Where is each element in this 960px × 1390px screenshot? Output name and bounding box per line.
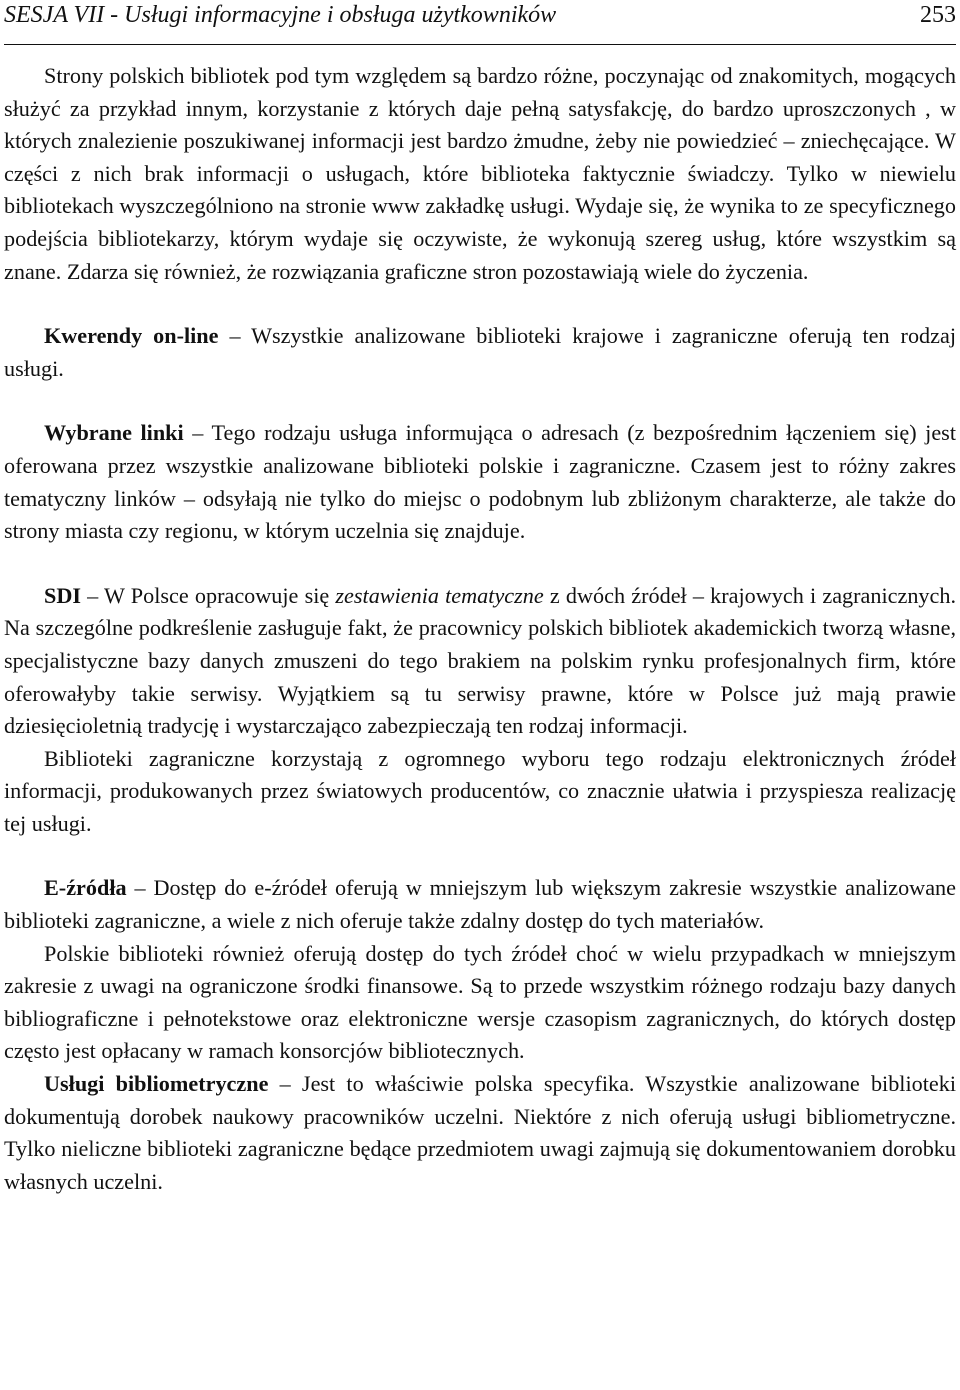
- text-linki: – Tego rodzaju usługa informująca o adresach (z bezpośrednim łączeniem się) jest oferowana przez wszystkie analizowane biblioteki polskie i zagraniczne. Czasem jest to różny zakres tematyczny linków – odsyłają nie tylko do miejsc o podobnym lub zbliżonym charakterze, ale także do strony miasta czy regionu, w którym uczelnia się znajduje.: [4, 420, 956, 544]
- document-body: [2, 60, 958, 1198]
- text-sdi-emphasis: zestawienia tematyczne: [335, 582, 544, 608]
- paragraph-gap: [4, 840, 956, 872]
- term-ezrodla: E-źródła: [44, 875, 127, 901]
- page-number: 253: [920, 2, 956, 28]
- text-kwerendy: – Wszystkie analizowane biblioteki krajowe i zagraniczne oferują ten rodzaj usługi.: [4, 323, 956, 381]
- paragraph-gap: [4, 385, 956, 417]
- term-linki: Wybrane linki: [44, 420, 184, 446]
- term-bibliometryczne: Usługi bibliometryczne: [44, 1071, 269, 1097]
- text-sdi-b: z dwóch źródeł – krajowych i zagranicznych. Na szczególne podkreślenie zasługuje fakt, że pracownicy polskich bibliotek akademickich tworzą własne, specjalistyczne bazy danych zmuszeni do tego brakiem na polskim rynku profesjonalnych firm, które oferowałyby takie serwisy. Wyjątkiem są tu serwisy prawne, które w Polsce już mają prawie dziesięcioletnią tradycję i wystarczająco zabezpieczają ten rodzaj informacji.: [4, 582, 957, 739]
- text-ezrodla: – Dostęp do e-źródeł oferują w mniejszym lub większym zakresie wszystkie analizowane biblioteki zagraniczne, a wiele z nich oferuje także zdalny dostęp do tych materiałów.: [4, 875, 956, 934]
- text-sdi-a: – W Polsce opracowuje się: [81, 582, 336, 608]
- paragraph-gap: [4, 288, 956, 320]
- paragraph-polskie-biblioteki: Polskie biblioteki również oferują dostęp do tych źródeł choć w wielu przypadkach w mniejszym zakresie z uwagi na ograniczone środki finansowe. Są to przede wszystkim różnego rodzaju bazy danych bibliograficzne i pełnotekstowe oraz elektroniczne wersje czasopism zagranicznych, do których dostęp często jest opłacany w ramach konsorcjów bibliotecznych.: [4, 940, 956, 1064]
- paragraph-gap: [4, 548, 956, 580]
- section-title: SESJA VII - Usługi informacyjne i obsługa użytkowników: [4, 2, 557, 28]
- paragraph-linki: [4, 417, 956, 547]
- term-kwerendy: Kwerendy on-line: [44, 323, 219, 349]
- paragraph-sdi: [4, 580, 956, 743]
- running-header: [4, 0, 956, 45]
- term-sdi: SDI: [44, 582, 81, 608]
- paragraph-intro: Strony polskich bibliotek pod tym względem są bardzo różne, poczynając od znakomitych, mogących służyć za przykład innym, korzystanie z których daje pełną satysfakcję, do bardzo uproszczonych , w których znalezienie poszukiwanej informacji jest bardzo żmudne, żeby nie powiedzieć – zniechęcające. W części z nich brak informacji o usługach, które biblioteka faktycznie świadczy. Tylko w niewielu bibliotekach wyszczególniono na stronie www zakładkę usługi. Wydaje się, że wynika to ze specyficznego podejścia bibliotekarzy, którym wydaje się oczywiste, że wykonują szereg usług, które wszystkim są znane. Zdarza się również, że rozwiązania graficzne stron pozostawiają wiele do życzenia.: [4, 63, 956, 284]
- paragraph-kwerendy: [4, 320, 956, 385]
- paragraph-ezrodla: [4, 872, 956, 937]
- text-bibliometryczne: – Jest to właściwie polska specyfika. Wszystkie analizowane biblioteki dokumentują dorobek naukowy pracowników uczelni. Niektóre z nich oferują usługi bibliometryczne. Tylko nieliczne biblioteki zagraniczne będące przedmiotem uwagi zajmują się dokumentowaniem dorobku własnych uczelni.: [4, 1071, 957, 1194]
- paragraph-bibliometryczne: [4, 1068, 956, 1198]
- paragraph-biblioteki-zagraniczne: Biblioteki zagraniczne korzystają z ogromnego wyboru tego rodzaju elektronicznych źródeł informacji, produkowanych przez światowych producentów, co znacznie ułatwia i przyspiesza realizację tej usługi.: [4, 745, 956, 836]
